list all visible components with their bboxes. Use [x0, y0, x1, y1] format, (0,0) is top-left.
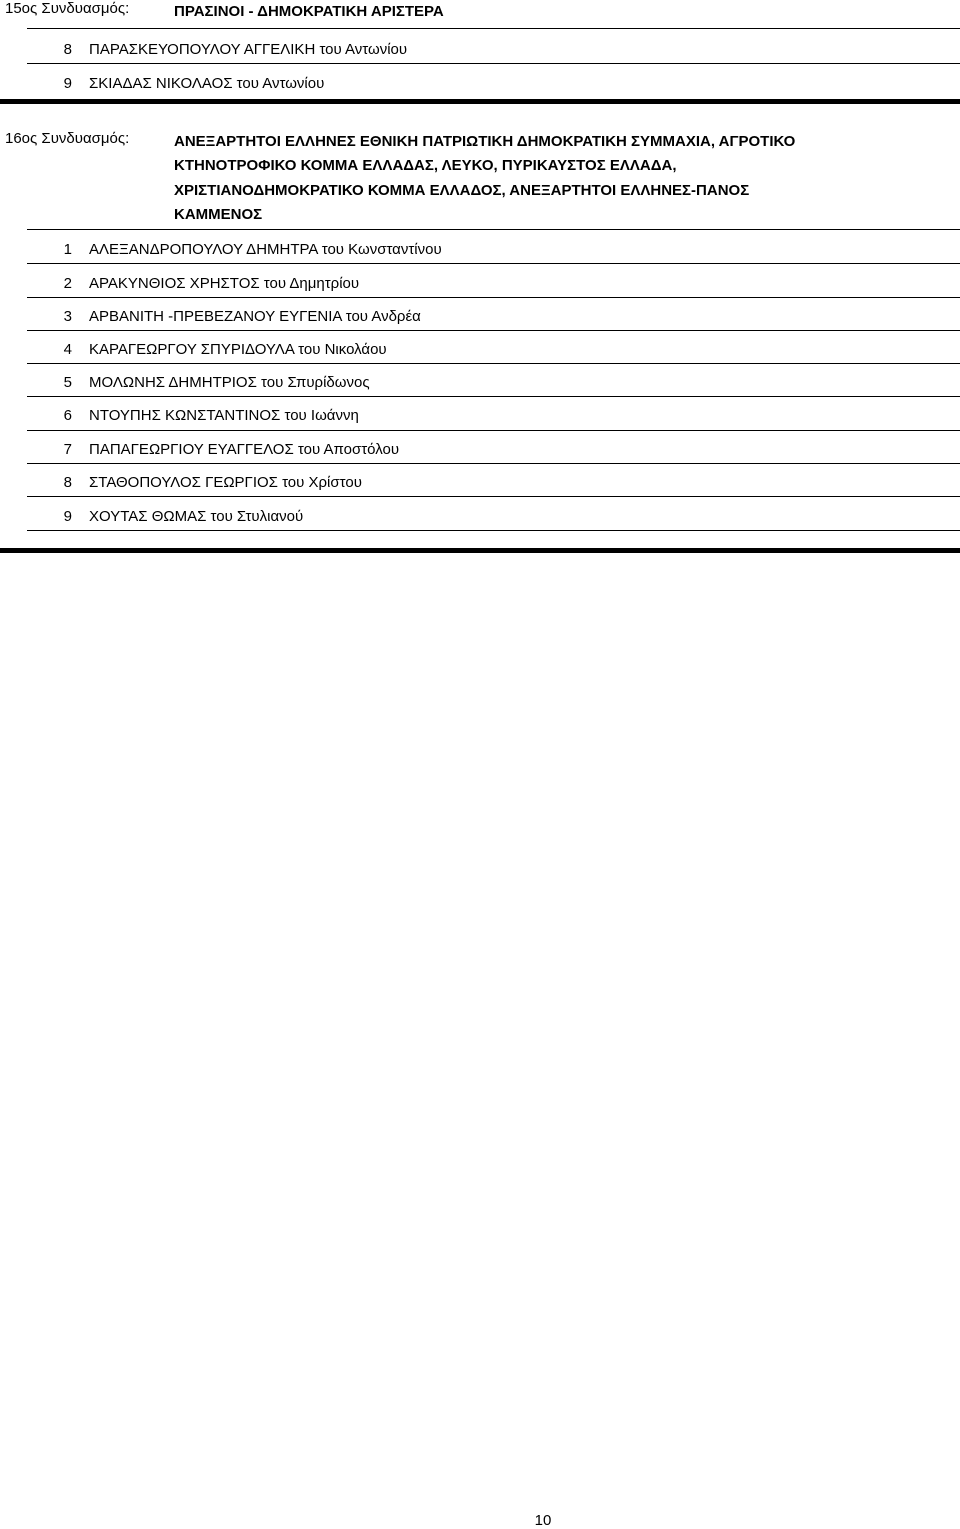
candidate-row — [0, 407, 960, 425]
candidate-number: 3 — [63, 308, 72, 325]
coalition-name — [174, 130, 934, 228]
row-divider — [27, 430, 960, 431]
row-divider — [27, 63, 960, 64]
candidate-name: ΜΟΛΩΝΗΣ ΔΗΜΗΤΡΙΟΣ του Σπυρίδωνος — [89, 374, 370, 391]
coalition-name — [174, 0, 934, 24]
candidate-number: 9 — [63, 508, 72, 525]
candidate-name: ΑΡΑΚΥΝΘΙΟΣ ΧΡΗΣΤΟΣ του Δημητρίου — [89, 275, 360, 292]
candidate-number: 7 — [63, 441, 72, 458]
candidate-number: 6 — [63, 407, 72, 424]
coalition-divider — [0, 99, 960, 104]
row-divider — [27, 297, 960, 298]
header-divider — [27, 229, 960, 230]
candidate-row — [0, 41, 960, 59]
candidate-row — [0, 308, 960, 326]
header-divider — [27, 28, 960, 29]
candidate-number: 5 — [63, 374, 72, 391]
coalition-name-line: ΑΝΕΞΑΡΤΗΤΟΙ ΕΛΛΗΝΕΣ ΕΘΝΙΚΗ ΠΑΤΡΙΩΤΙΚΗ ΔΗΜΟΚΡΑΤΙΚΗ ΣΥΜΜΑΧΙΑ, ΑΓΡΟΤΙΚΟ — [174, 133, 796, 150]
candidate-row — [0, 341, 960, 359]
candidate-row — [0, 75, 960, 93]
row-divider — [27, 363, 960, 364]
candidate-name: ΝΤΟΥΠΗΣ ΚΩΝΣΤΑΝΤΙΝΟΣ του Ιωάννη — [89, 407, 359, 424]
row-divider — [27, 330, 960, 331]
candidate-row — [0, 241, 960, 259]
coalition-name-line: ΠΡΑΣΙΝΟΙ - ΔΗΜΟΚΡΑΤΙΚΗ ΑΡΙΣΤΕΡΑ — [174, 3, 444, 20]
candidate-name: ΑΛΕΞΑΝΔΡΟΠΟΥΛΟΥ ΔΗΜΗΤΡΑ του Κωνσταντίνου — [89, 241, 442, 258]
candidate-number: 1 — [63, 241, 72, 258]
candidate-name: ΣΤΑΘΟΠΟΥΛΟΣ ΓΕΩΡΓΙΟΣ του Χρίστου — [89, 474, 362, 491]
row-divider — [27, 463, 960, 464]
candidate-row — [0, 441, 960, 459]
coalition-name-line: ΚΤΗΝΟΤΡΟΦΙΚΟ ΚΟΜΜΑ ΕΛΛΑΔΑΣ, ΛΕΥΚΟ, ΠΥΡΙΚΑΥΣΤΟΣ ΕΛΛΑΔΑ, — [174, 157, 677, 175]
coalition-divider — [0, 548, 960, 553]
row-divider — [27, 396, 960, 397]
candidate-name: ΠΑΠΑΓΕΩΡΓΙΟΥ ΕΥΑΓΓΕΛΟΣ του Αποστόλου — [89, 441, 400, 458]
page-number: 10 — [534, 1512, 552, 1529]
candidate-name: ΠΑΡΑΣΚΕΥΟΠΟΥΛΟΥ ΑΓΓΕΛΙΚΗ του Αντωνίου — [89, 41, 408, 58]
candidate-number: 9 — [63, 75, 72, 92]
coalition-name-line: ΧΡΙΣΤΙΑΝΟΔΗΜΟΚΡΑΤΙΚΟ ΚΟΜΜΑ ΕΛΛΑΔΟΣ, ΑΝΕΞΑΡΤΗΤΟΙ ΕΛΛΗΝΕΣ-ΠΑΝΟΣ — [174, 181, 750, 199]
row-divider — [27, 496, 960, 497]
candidate-number: 8 — [63, 474, 72, 491]
coalition-name-line: ΚΑΜΜΕΝΟΣ — [174, 206, 263, 224]
candidate-row — [0, 474, 960, 492]
candidate-name: ΧΟΥΤΑΣ ΘΩΜΑΣ του Στυλιανού — [89, 508, 304, 525]
candidate-name: ΣΚΙΑΔΑΣ ΝΙΚΟΛΑΟΣ του Αντωνίου — [89, 75, 325, 92]
candidate-name: ΑΡΒΑΝΙΤΗ -ΠΡΕΒΕΖΑΝΟΥ ΕΥΓΕΝΙΑ του Ανδρέα — [89, 308, 421, 325]
candidate-row — [0, 374, 960, 392]
candidate-number: 2 — [63, 275, 72, 292]
row-divider — [27, 263, 960, 264]
candidate-name: ΚΑΡΑΓΕΩΡΓΟΥ ΣΠΥΡΙΔΟΥΛΑ του Νικολάου — [89, 341, 387, 358]
candidate-row — [0, 508, 960, 526]
candidate-row — [0, 275, 960, 293]
coalition-label: 16ος Συνδυασμός: — [5, 130, 130, 147]
candidate-number: 4 — [63, 341, 72, 358]
row-divider — [27, 530, 960, 531]
coalition-label: 15ος Συνδυασμός: — [5, 0, 130, 17]
candidate-number: 8 — [63, 41, 72, 58]
